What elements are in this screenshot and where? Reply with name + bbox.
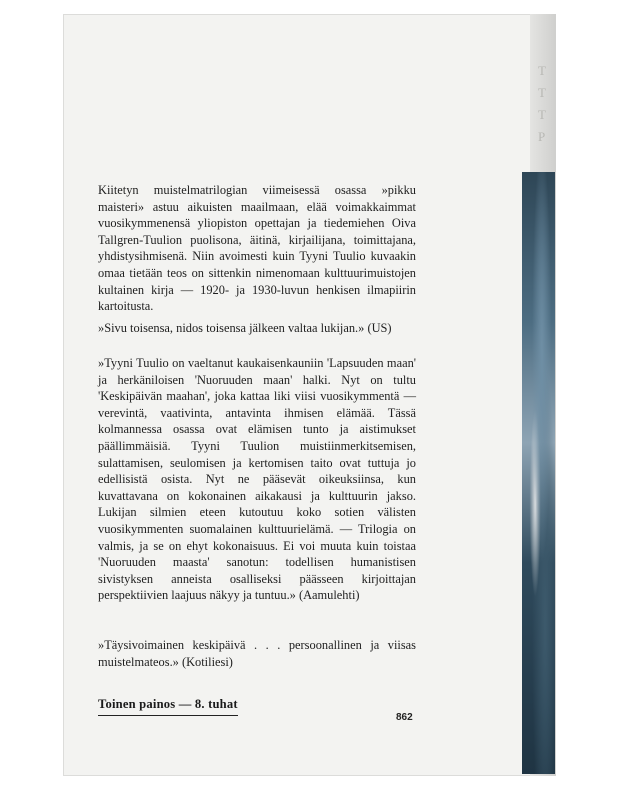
spine-letter: T: [538, 85, 546, 100]
description-paragraph: Kiitetyn muistelmatrilogian viimeisessä osassa »pikku maisteri» astuu aikuisten maailmaan, elää voimakkaimmat vuosikymmenensä yliopiston opettajan ja tiedemiehen Oiva Tallgren-Tuulion puolisona, äitinä, kirjailijana, toimittajana, yhdistysihmisenä. Niin avoimesti kuin Tyyni Tuulio kuvaakin omaa tietään teos on sittenkin nimenomaan kulttuurimuistojen kultainen kirja — 1920- ja 1930-luvun henkisen ilmapiirin kartoitusta.: [98, 183, 416, 314]
spine-letter: T: [538, 63, 546, 78]
spine-letter: P: [538, 129, 546, 144]
review-quote-aamulehti: »Tyyni Tuulio on vaeltanut kaukaisenkauniin 'Lapsuuden maan' ja herkäniloisen 'Nuoruuden maan' halki. Nyt on tultu 'Keskipäivän maahan', joka kattaa liki viisi vuosikymmentä — verevintä, vaativinta, antavinta ihmisen elämää. Tässä kolmannessa osassa ovat elämisen tunto ja aistimukset päällimmäisiä. Tyyni Tuulion muistiinmerkitsemisen, sulattamisen, seulomisen ja kertomisen taito ovat tuttuja jo edellisistä osista. Nyt ne pääsevät oikeuksiinsa, kun kuvattavana on kokonainen aikakausi ja kulttuurin jakso. Lukijan silmien eteen kutoutuu koko sotien välisten vuosikymmenten suomalainen kulttuurielämä. — Trilogia on valmis, ja se on ehyt kokonaisuus. Ei voi muuta kuin toistaa 'Nuoruuden maasta' sanotun: todellisen humanistisen sivistyksen anneista osalliseksi päässeen kirjoittajan perspektiivien laajuus näkyy ja tuntuu.» (Aamulehti): [98, 356, 416, 603]
review-quote-us: »Sivu toisensa, nidos toisensa jälkeen valtaa lukijan.» (US): [98, 321, 392, 335]
edition-label: Toinen painos — 8. tuhat: [98, 697, 238, 716]
spine-letter: T: [538, 107, 546, 122]
catalog-code: 862: [396, 712, 413, 723]
spine-lettering: [538, 60, 552, 148]
cover-photo-strip: [522, 172, 555, 774]
review-quote-kotiliesi: »Täysivoimainen keskipäivä . . . persoonallinen ja viisas muistelmateos.» (Kotiliesi): [98, 638, 416, 669]
